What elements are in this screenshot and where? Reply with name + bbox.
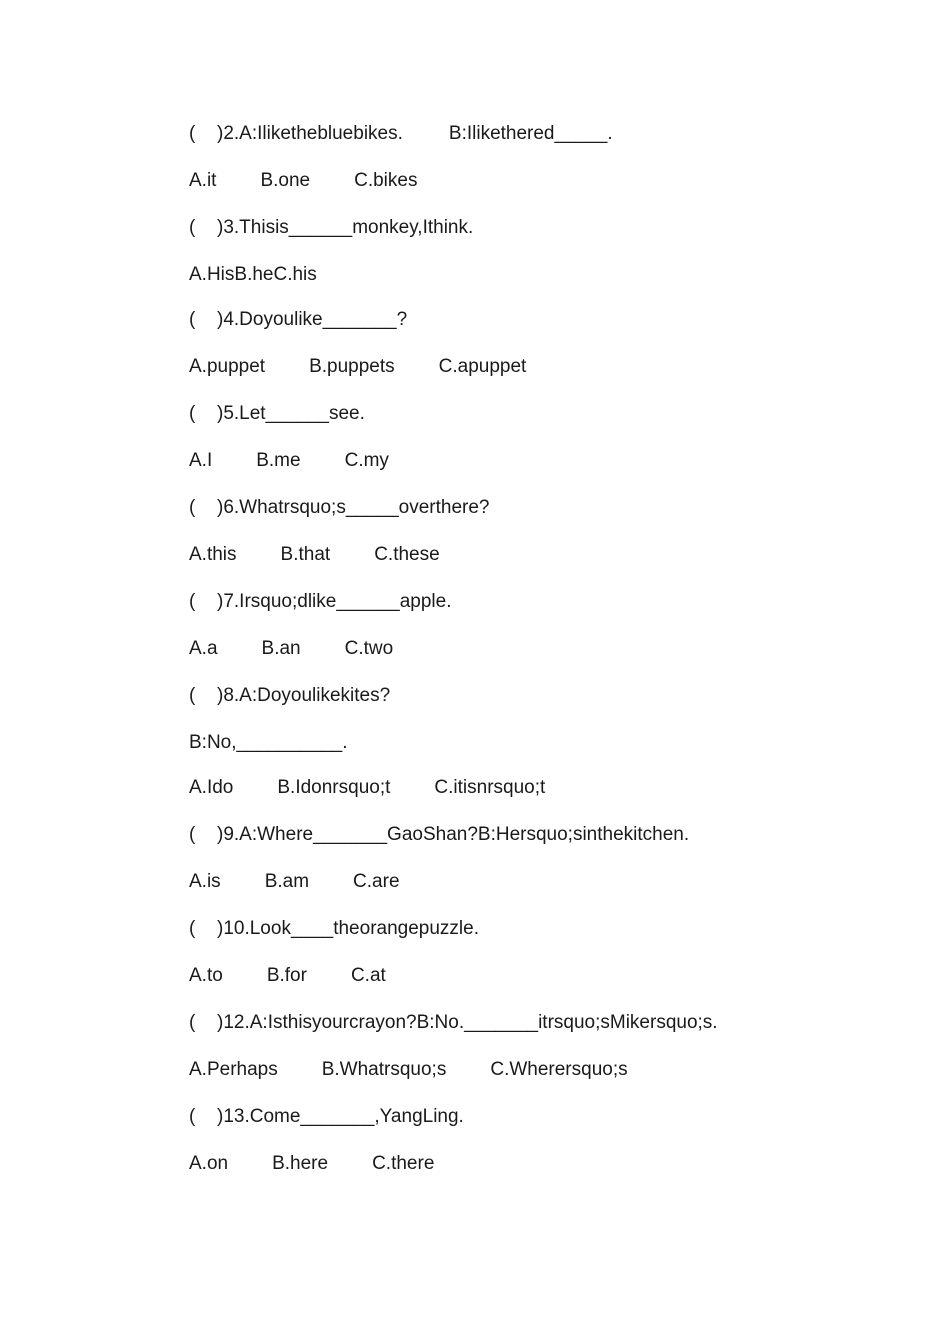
options-6 — [189, 541, 889, 588]
question-text: )10.Look____theorangepuzzle. — [217, 918, 479, 939]
options-8 — [189, 774, 889, 821]
options-3 — [189, 261, 889, 306]
question-text: )7.Irsquo;dlike______apple. — [217, 591, 452, 612]
answer-blank-paren: ( — [189, 497, 196, 518]
option-a: A.it — [189, 170, 217, 191]
option-c: C.two — [344, 638, 394, 659]
options-10 — [189, 962, 889, 1009]
options-4 — [189, 353, 889, 400]
question-text: )5.Let______see. — [217, 403, 365, 424]
question-5 — [189, 400, 889, 447]
option-c: C.these — [374, 544, 440, 565]
option-a: A.Ido — [189, 777, 234, 798]
question-text: )12.A:Isthisyourcrayon?B:No._______itrsquo;sMikersquo;s. — [217, 1012, 718, 1033]
question-text: )3.Thisis______monkey,Ithink. — [217, 217, 474, 238]
option-a: A.puppet — [189, 356, 266, 377]
question-text: )2.A:Ilikethebluebikes. — [217, 123, 403, 144]
question-text: )8.A:Doyoulikekites? — [217, 685, 391, 706]
options-5 — [189, 447, 889, 494]
answer-blank-paren: ( — [189, 1012, 196, 1033]
option-b: B.me — [256, 450, 301, 471]
answer-blank-paren: ( — [189, 1106, 196, 1127]
option-c: C.at — [350, 965, 386, 986]
option-b: B.for — [266, 965, 307, 986]
option-c: C.Wherersquo;s — [490, 1059, 628, 1080]
question-9 — [189, 821, 889, 868]
option-c: C.apuppet — [438, 356, 527, 377]
option-c: C.there — [372, 1153, 435, 1174]
option-b: B.Whatrsquo;s — [321, 1059, 447, 1080]
option-a: A.a — [189, 638, 218, 659]
options-12 — [189, 1056, 889, 1103]
worksheet-content — [189, 120, 889, 1197]
question-8-response — [189, 729, 889, 774]
question-12 — [189, 1009, 889, 1056]
options-2 — [189, 167, 889, 214]
answer-blank-paren: ( — [189, 824, 196, 845]
option-b: B.am — [264, 871, 310, 892]
answer-blank-paren: ( — [189, 309, 196, 330]
option-b: B.puppets — [309, 356, 395, 377]
option-c: C.are — [353, 871, 400, 892]
question-2 — [189, 120, 889, 167]
answer-blank-paren: ( — [189, 685, 196, 706]
answer-blank-paren: ( — [189, 123, 196, 144]
options-text: A.HisB.heC.his — [189, 264, 317, 285]
option-c: C.my — [344, 450, 389, 471]
question-3 — [189, 214, 889, 261]
question-6 — [189, 494, 889, 541]
option-c: C.bikes — [354, 170, 418, 191]
question-text: )6.Whatrsquo;s_____overthere? — [217, 497, 490, 518]
question-10 — [189, 915, 889, 962]
options-7 — [189, 635, 889, 682]
option-a: A.this — [189, 544, 237, 565]
option-a: A.on — [189, 1153, 229, 1174]
option-b: B.that — [280, 544, 331, 565]
option-b: B.one — [260, 170, 311, 191]
options-9 — [189, 868, 889, 915]
answer-blank-paren: ( — [189, 591, 196, 612]
option-a: A.is — [189, 871, 221, 892]
question-7 — [189, 588, 889, 635]
option-b: B.Idonrsquo;t — [277, 777, 391, 798]
options-13 — [189, 1150, 889, 1197]
response-text: B:No,__________. — [189, 732, 348, 753]
option-c: C.itisnrsquo;t — [434, 777, 546, 798]
answer-blank-paren: ( — [189, 217, 196, 238]
question-13 — [189, 1103, 889, 1150]
answer-blank-paren: ( — [189, 403, 196, 424]
question-text: )4.Doyoulike_______? — [217, 309, 408, 330]
question-text-extra: B:Ilikethered_____. — [448, 123, 613, 144]
question-4 — [189, 306, 889, 353]
option-b: B.here — [272, 1153, 329, 1174]
option-a: A.Perhaps — [189, 1059, 278, 1080]
question-8 — [189, 682, 889, 729]
option-b: B.an — [261, 638, 301, 659]
option-a: A.to — [189, 965, 223, 986]
question-text: )9.A:Where_______GaoShan?B:Hersquo;sinthekitchen. — [217, 824, 690, 845]
option-a: A.I — [189, 450, 213, 471]
answer-blank-paren: ( — [189, 918, 196, 939]
question-text: )13.Come_______,YangLing. — [217, 1106, 464, 1127]
